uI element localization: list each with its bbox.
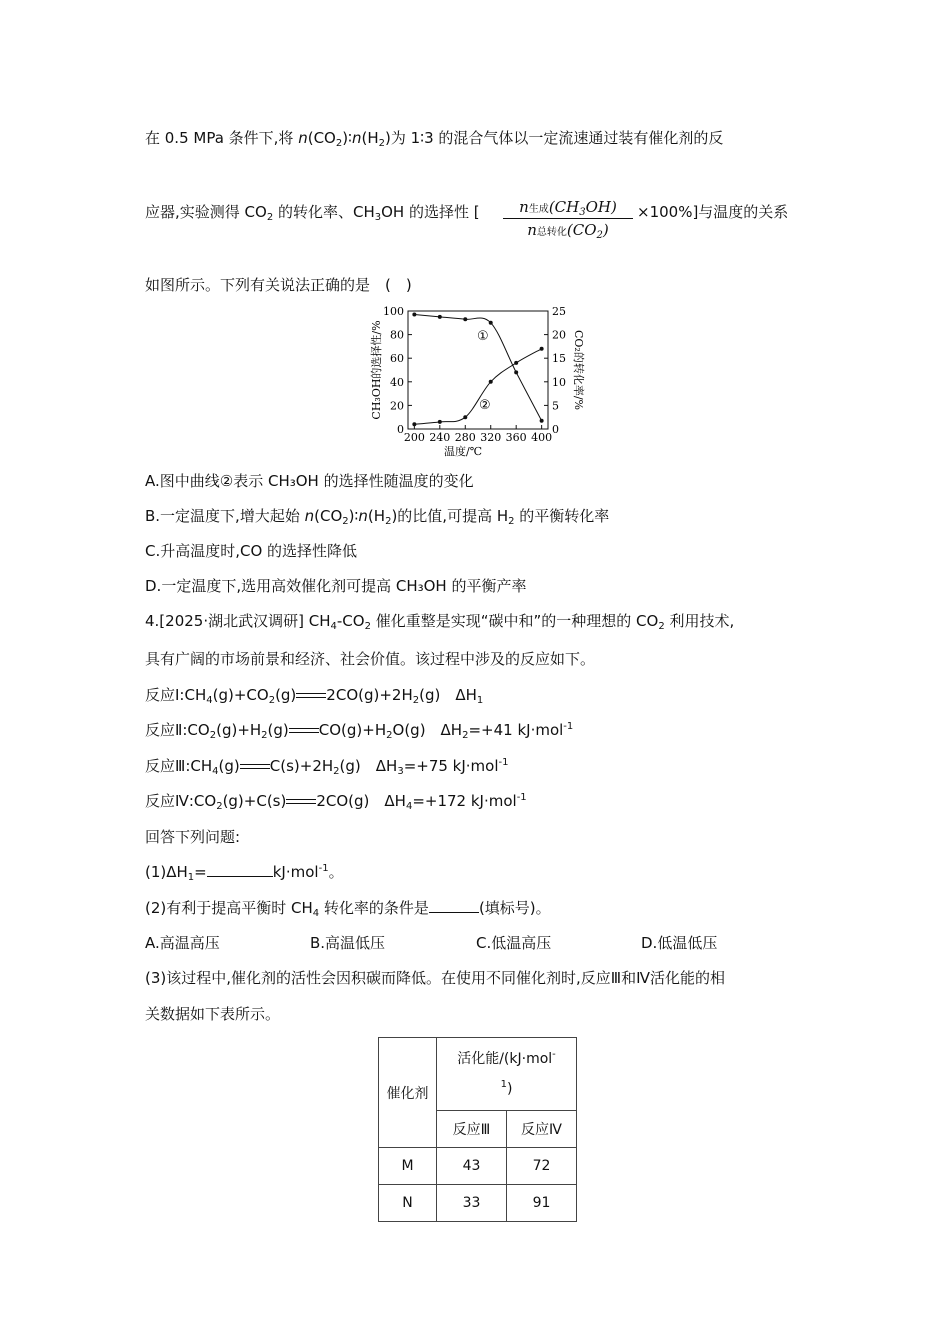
reaction-1: 反应$Ⅰ:CH_4(g)+CO_2(g)$ $2CO(g)+2H_2(g)$ $\Delta H_1$	[145, 686, 484, 706]
cell-reaction-4: 72	[507, 1148, 577, 1185]
part-3-line-1: (3)该过程中,催化剂的活性会因积碳而降低。在使用不同催化剂时,反应Ⅲ和Ⅳ活化能的相	[145, 969, 725, 987]
header-activation-energy: 活化能/(kJ·mol- $^1$)	[437, 1038, 577, 1111]
y-left-tick-label: 40	[390, 375, 404, 389]
choice-c: C.低温高压	[476, 934, 552, 952]
x-axis-label: 温度/℃	[443, 445, 483, 458]
selectivity-fraction	[503, 198, 633, 239]
option-b: B.一定温度下,增大起始 $n(CO_2)∶n(H_2)$的比值,可提高 $H_2$ 的平衡转化率	[145, 507, 610, 527]
y-left-tick-label: 0	[397, 423, 404, 436]
series-1-point	[489, 321, 493, 325]
header-catalyst: 催化剂	[379, 1038, 437, 1148]
series-2-point	[540, 347, 544, 351]
answer-blank-2[interactable]	[429, 898, 479, 913]
y-left-tick-label: 20	[390, 399, 404, 413]
series-2-point	[514, 361, 518, 365]
table-row	[379, 1185, 577, 1222]
selectivity-conversion-chart	[365, 303, 595, 460]
cell-catalyst: M	[379, 1148, 437, 1185]
option-a: A.图中曲线②表示 CH₃OH 的选择性随温度的变化	[145, 472, 474, 490]
part-2: (2)有利于提高平衡时 $CH_4$ 转化率的条件是 (填标号)。	[145, 899, 551, 919]
cell-reaction-4: 91	[507, 1185, 577, 1222]
y-right-tick-label: 20	[552, 328, 566, 342]
cell-reaction-3: 33	[437, 1185, 507, 1222]
option-c: C.升高温度时,CO 的选择性降低	[145, 542, 358, 560]
equilibrium-arrow-icon	[289, 726, 319, 736]
series-1-point	[514, 370, 518, 374]
option-d: D.一定温度下,选用高效催化剂可提高 CH₃OH 的平衡产率	[145, 577, 527, 595]
choice-d: D.低温低压	[641, 934, 718, 952]
choice-b: B.高温低压	[310, 934, 386, 952]
y-right-tick-label: 10	[552, 375, 566, 389]
right-axis-ticks	[544, 305, 566, 436]
answer-prompt: 回答下列问题:	[145, 828, 241, 846]
equilibrium-arrow-icon	[240, 762, 270, 772]
series-2-point	[489, 380, 493, 384]
cell-reaction-3: 43	[437, 1148, 507, 1185]
series-2-label: ②	[479, 398, 491, 413]
reaction-3: 反应$Ⅲ:CH_4(g)$ $C(s)+2H_2(g)$ $\Delta H_3=+75$ kJ·mol$^{-1}$	[145, 757, 509, 777]
y-left-tick-label: 80	[390, 328, 404, 342]
intro-line-2: 应器,实验测得 $CO_2$ 的转化率、$CH_3OH$ 的选择性 [	[145, 203, 480, 223]
x-tick-label: 240	[429, 431, 451, 444]
x-axis-ticks	[404, 425, 552, 444]
y-right-tick-label: 15	[552, 352, 566, 366]
series-1-point	[463, 317, 467, 321]
cell-catalyst: N	[379, 1185, 437, 1222]
part-1: $(1)\Delta H_1= kJ\cdot mol^{-1}$。	[145, 863, 344, 883]
x-tick-label: 280	[454, 431, 476, 444]
fraction-denominator: n总转化$(CO_2)$	[527, 221, 609, 241]
series-2-curve	[414, 349, 541, 425]
fraction-numerator: n生成$(CH_3OH)$	[503, 198, 633, 219]
header-reaction-4: 反应Ⅳ	[507, 1111, 577, 1148]
intro-line-3: 如图所示。下列有关说法正确的是 ( )	[145, 276, 412, 294]
part-3-line-2: 关数据如下表所示。	[145, 1005, 281, 1023]
table-row	[379, 1148, 577, 1185]
equilibrium-arrow-icon	[296, 691, 326, 701]
left-axis-label: CH₃OH的选择性/%	[370, 320, 383, 420]
reaction-2: 反应$Ⅱ:CO_2(g)+H_2(g)$ $CO(g)+H_2O(g)$ $\Delta H_2=+41$ kJ·mol$^{-1}$	[145, 721, 574, 741]
series-1-point	[438, 315, 442, 319]
series-1-point	[540, 419, 544, 423]
header-reaction-3: 反应Ⅲ	[437, 1111, 507, 1148]
series-2-point	[438, 420, 442, 424]
right-axis-label: CO₂的转化率/%	[572, 329, 585, 411]
x-tick-label: 360	[505, 431, 527, 444]
y-left-tick-label: 60	[390, 352, 404, 366]
q4-line-2: 具有广阔的市场前景和经济、社会价值。该过程中涉及的反应如下。	[145, 650, 596, 668]
series-2-point	[412, 422, 416, 426]
x-tick-label: 200	[403, 431, 425, 444]
x-tick-label: 320	[480, 431, 502, 444]
answer-blank-1[interactable]	[207, 862, 273, 877]
x-tick-label: 400	[531, 431, 553, 444]
reaction-4: 反应$Ⅳ:CO_2(g)+C(s)$ 2CO(g) $\Delta H_4=+172$ kJ·mol$^{-1}$	[145, 792, 527, 812]
q4-heading: 4.[2025·湖北武汉调研] $CH_4-CO_2$ 催化重整是实现“碳中和”的一种理想的 $CO_2$ 利用技术,	[145, 612, 735, 632]
series-2-point	[463, 415, 467, 419]
y-right-tick-label: 0	[552, 423, 559, 436]
intro-line-2-tail: ×100%]与温度的关系	[637, 203, 789, 221]
choice-a: A.高温高压	[145, 934, 220, 952]
series-1-label: ①	[477, 329, 489, 344]
intro-line-1: 在 0.5 MPa 条件下,将 $n(CO_2)∶n(H_2)$为 1∶3 的混合气体以一定流速通过装有催化剂的反	[145, 129, 724, 149]
y-right-tick-label: 25	[552, 305, 566, 318]
y-right-tick-label: 5	[552, 399, 559, 413]
equilibrium-arrow-icon	[286, 797, 316, 807]
y-left-tick-label: 100	[383, 305, 404, 318]
activation-energy-table	[378, 1037, 577, 1222]
series-1-point	[412, 313, 416, 317]
